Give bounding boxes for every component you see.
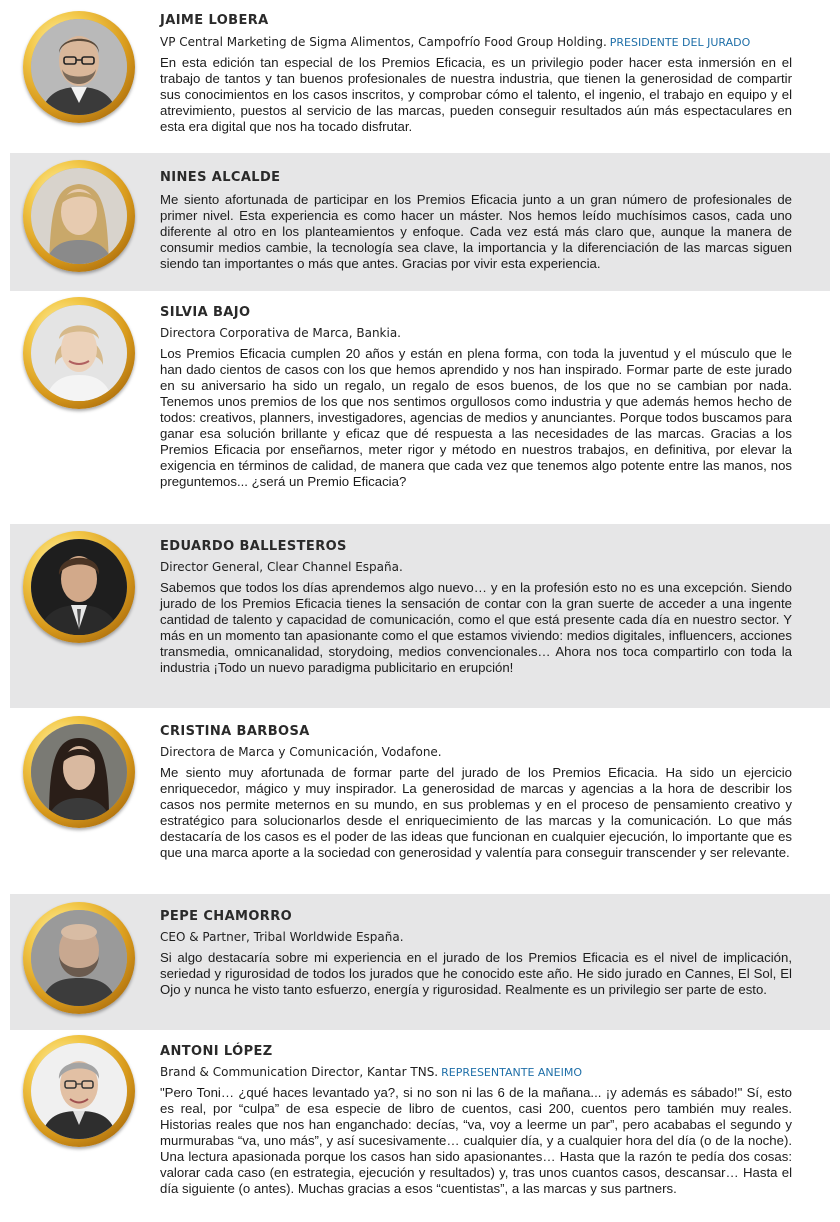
juror-name: SILVIA BAJO bbox=[160, 305, 251, 320]
juror-photo bbox=[23, 11, 135, 123]
juror-entry-jaime-lobera bbox=[10, 0, 830, 150]
juror-role bbox=[160, 35, 750, 49]
portrait-image bbox=[31, 724, 127, 820]
juror-entry-cristina-barbosa bbox=[10, 708, 830, 894]
juror-role bbox=[160, 560, 403, 574]
juror-name: JAIME LOBERA bbox=[160, 13, 269, 28]
juror-role-text: Directora de Marca y Comunicación, Vodafone. bbox=[160, 745, 442, 759]
juror-role bbox=[160, 745, 442, 759]
juror-role bbox=[160, 326, 401, 340]
juror-entry-nines-alcalde bbox=[10, 153, 830, 291]
juror-photo bbox=[23, 1035, 135, 1147]
juror-entry-eduardo-ballesteros bbox=[10, 524, 830, 708]
juror-entry-silvia-bajo bbox=[10, 291, 830, 515]
portrait-image bbox=[31, 19, 127, 115]
juror-role-text: CEO & Partner, Tribal Worldwide España. bbox=[160, 930, 404, 944]
juror-name: ANTONI LÓPEZ bbox=[160, 1044, 273, 1059]
juror-role bbox=[160, 1065, 582, 1079]
portrait-image bbox=[31, 305, 127, 401]
juror-photo bbox=[23, 297, 135, 409]
juror-role bbox=[160, 930, 404, 944]
portrait-image bbox=[31, 168, 127, 264]
portrait-image bbox=[31, 539, 127, 635]
juror-quote: Me siento muy afortunada de formar parte del jurado de los Premios Eficacia. Ha sido un ejercicio enriquecedor, mágico y muy inspirador. La generosidad de marcas y agencias a la hora de describir los casos nos permite meternos en su mundo, en sus problemas y en el proceso de pensamiento creativo y estratégico para solucionarlos desde el enriquecimiento de las marcas y la comunicación. Lo que más destacaría de los casos es el poder de las ideas que funcionan en cualquier ejecución, lo importante que es que una marca aporte a la sociedad con generosidad y valentía para conseguir transcender y ser relevante. bbox=[160, 765, 792, 860]
juror-entry-pepe-chamorro bbox=[10, 894, 830, 1030]
juror-name: EDUARDO BALLESTEROS bbox=[160, 539, 347, 554]
juror-quote: Si algo destacaría sobre mi experiencia en el jurado de los Premios Eficacia es el nivel de implicación, seriedad y rigurosidad de todos los jurados que he conocido este año. He sido jurado en Cannes, El Sol, El Ojo y nunca he visto tanto esfuerzo, energía y rigurosidad. Realmente es un privilegio ser parte de esto. bbox=[160, 950, 792, 997]
juror-photo bbox=[23, 160, 135, 272]
juror-name: PEPE CHAMORRO bbox=[160, 909, 293, 924]
portrait-image bbox=[31, 910, 127, 1006]
juror-quote: Sabemos que todos los días aprendemos algo nuevo… y en la profesión esto no es una excepción. Siendo jurado de los Premios Eficacia tienes la sensación de contar con la gran suerte de acceder a una ingente cantidad de talento y capacidad de comunicación, como el que está presente cada día en nuestro sector. Y más en un momento tan apasionante como el que estamos viviendo: medios digitales, influencers, acciones transmedia, omnicanalidad, storydoing, medios convencionales… Ahora nos toca compartirlo con toda la industria ¡Todo un nuevo paradigma publicitario en erupción! bbox=[160, 580, 792, 675]
portrait-image bbox=[31, 1043, 127, 1139]
juror-photo bbox=[23, 902, 135, 1014]
juror-role-text: Director General, Clear Channel España. bbox=[160, 560, 403, 574]
juror-role-text: Directora Corporativa de Marca, Bankia. bbox=[160, 326, 401, 340]
juror-tag: REPRESENTANTE ANEIMO bbox=[441, 1066, 582, 1079]
juror-quote: "Pero Toni… ¿qué haces levantado ya?, si no son ni las 6 de la mañana... ¡y además es sábado!" Sí, esto es real, por “culpa” de esa especie de libro de cuentos, casi 200, cuentos pero también muy reales. Historias reales que nos han enganchado: decías, “va, voy a leerme un par”, pero acababas el segundo y murmurabas “va, uno más”, y así sucesivamente… cualquier día, y a cualquier hora del día (o de la noche). Una lectura apasionada porque los casos han sido apasionantes… Hasta que la razón te pedía dos cosas: valorar cada caso (en estrategia, ejecución y resultados) y, tras unos cuantos casos, descansar… Hasta el día siguiente (o antes). Muchas gracias a esos “cuentistas”, a las marcas y sus partners. bbox=[160, 1085, 792, 1196]
juror-quote: Los Premios Eficacia cumplen 20 años y están en plena forma, con toda la juventud y el músculo que le han dado cientos de casos con los que hemos aprendido y nos han inspirado. Formar parte de este jurado en su aniversario ha sido un regalo, un regalo de esos buenos, de los que no se cambian por nada. Tenemos unos premios de los que nos sentimos orgullosos como industria y que además hemos hecho de todos: creativos, planners, investigadores, agencias de medios y anunciantes. Porque todos buscamos para ganar esa solución brillante y eficaz que dé respuesta a las necesidades de las marcas. Gracias a los Premios Eficacia por enseñarnos, meter rigor y método en nuestros trabajos, en definitiva, por elevar la exigencia en términos de calidad, de manera que cada vez que tenemos algo potente entre las manos, nos preguntemos... ¿será un Premio Eficacia? bbox=[160, 346, 792, 489]
juror-name: NINES ALCALDE bbox=[160, 170, 281, 185]
juror-name: CRISTINA BARBOSA bbox=[160, 724, 310, 739]
juror-tag: PRESIDENTE DEL JURADO bbox=[609, 36, 751, 49]
juror-entry-antoni-lopez bbox=[10, 1030, 830, 1222]
juror-photo bbox=[23, 716, 135, 828]
juror-quote: Me siento afortunada de participar en los Premios Eficacia junto a un gran número de profesionales de primer nivel. Esta experiencia es como hacer un máster. Nos hemos leído muchísimos casos, cada uno diferente al otro en los planteamientos y enfoque. Cada vez está más claro que, aunque la manera de consumir medios cambie, la tecnología sea clave, la importancia y la diferenciación de las marcas siguen siendo tan importantes o más que antes. Gracias por vivir esta experiencia. bbox=[160, 192, 792, 271]
juror-role-text: Brand & Communication Director, Kantar TNS. bbox=[160, 1065, 439, 1079]
juror-photo bbox=[23, 531, 135, 643]
juror-quote: En esta edición tan especial de los Premios Eficacia, es un privilegio poder hacer esta inmersión en el trabajo de tantos y tan buenos profesionales de nuestra industria, que tienen la generosidad de compartir sus conocimientos en los casos inscritos, y comprobar cómo el talento, el ingenio, el trabajo en equipo y el atrevimiento, puestos al servicio de las marcas, pueden conseguir resultados aún más espectaculares en esta era digital que nos ha tocado disfrutar. bbox=[160, 55, 792, 134]
juror-role-text: VP Central Marketing de Sigma Alimentos, Campofrío Food Group Holding. bbox=[160, 35, 607, 49]
